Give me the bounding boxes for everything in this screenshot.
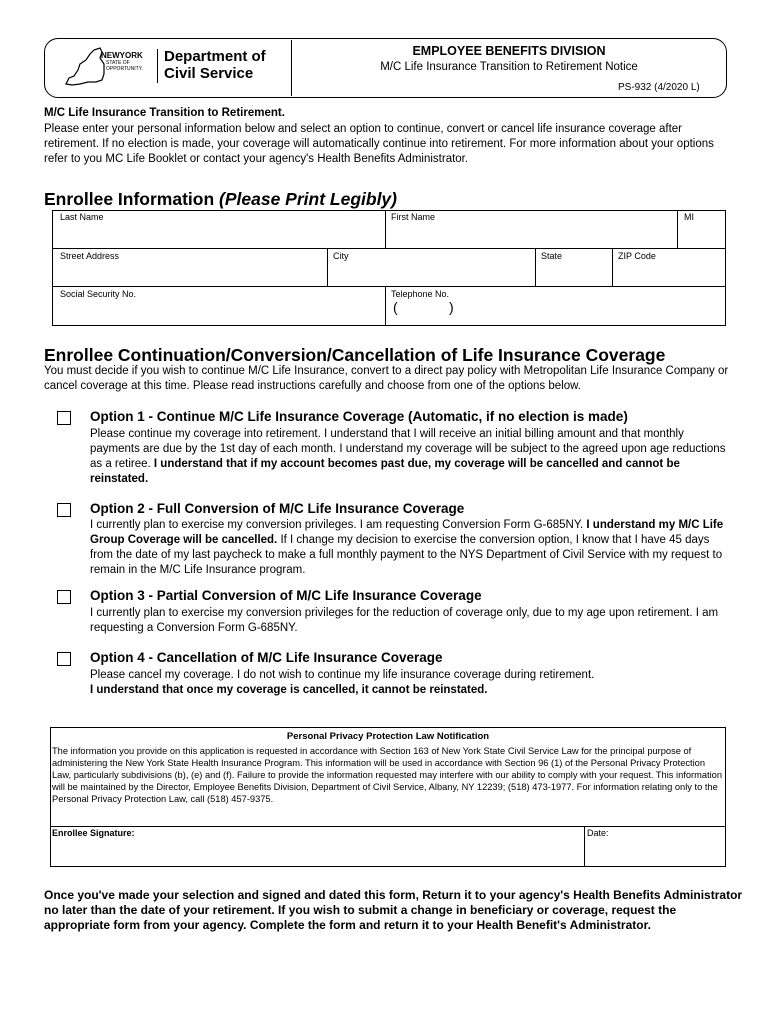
street-address-field[interactable]: Street Address — [60, 251, 120, 261]
telephone-field[interactable]: Telephone No. — [391, 289, 450, 299]
option-3-title: Option 3 - Partial Conversion of M/C Life Insurance Coverage — [90, 588, 482, 603]
table-col-divider — [385, 210, 386, 248]
closing-instructions: Once you've made your selection and signed and dated this form, Return it to your agency's Health Benefits Administrator no later than the date of your retirement. If you wish to submit a change in beneficiary or coverage, request the appropriate form from your agency. Complete the form and return it to your Health Benefit's Administrator. — [44, 888, 743, 932]
signature-col-divider — [584, 826, 585, 867]
zip-code-field[interactable]: ZIP Code — [618, 251, 656, 261]
option-1-title: Option 1 - Continue M/C Life Insurance Coverage (Automatic, if no election is made) — [90, 409, 628, 424]
division-title: EMPLOYEE BENEFITS DIVISION — [412, 44, 606, 58]
signature-row-divider — [50, 826, 726, 827]
privacy-text: The information you provide on this application is requested in accordance with Section 163 of New York State Civil Service Law for the principal purpose of administering the New York State Health Insurance Program. This information will be used in accordance with Section 96 (1) of the Personal Privacy Protection Law, particularly subdivisions (b), (e) and (f). Failure to provide the information requested may interfere with our ability to comply with your request. This information will be maintained by the Director, Employee Benefits Division, Department of Civil Service, Albany, NY 12239; (518) 473-1977. For information relating only to the Personal Privacy Protection Law, call (518) 457-9375. — [52, 746, 723, 804]
option-3-text: I currently plan to exercise my conversion privileges for the reduction of coverage only, due to my age upon retirement. I am requesting a Conversion Form G-685NY. — [90, 607, 719, 634]
last-name-field[interactable]: Last Name — [60, 212, 104, 222]
coverage-heading: Enrollee Continuation/Conversion/Cancellation of Life Insurance Coverage — [44, 345, 666, 365]
city-field[interactable]: City — [333, 251, 349, 261]
table-row-divider — [52, 286, 726, 287]
option-1-text: Please continue my coverage into retirement. I understand that I will receive an initial billing amount and that monthly payments are due by the 1st day of each month. I understand my coverage will be subject to the agreed upon age reductions as a retiree. I understand that if my account becomes past due, my coverage will be cancelled and cannot be reinstated. — [90, 428, 726, 485]
logo-separator — [157, 49, 158, 83]
enrollee-table — [52, 210, 726, 326]
table-col-divider — [612, 248, 613, 286]
table-col-divider — [535, 248, 536, 286]
option-4-title: Option 4 - Cancellation of M/C Life Insurance Coverage — [90, 650, 443, 665]
form-number: PS-932 (4/2020 L) — [618, 82, 700, 93]
table-col-divider — [385, 286, 386, 326]
table-row-divider — [52, 248, 726, 249]
coverage-intro: You must decide if you wish to continue M/C Life Insurance, convert to a direct pay policy with Metropolitan Life Insurance Company or cancel coverage at this time. Please read instructions carefully and choose from one of the options below. — [44, 365, 729, 392]
option-3-checkbox[interactable] — [57, 590, 71, 604]
notice-title: M/C Life Insurance Transition to Retirement Notice — [380, 61, 638, 73]
privacy-title: Personal Privacy Protection Law Notification — [286, 731, 490, 742]
option-2-text: I currently plan to exercise my conversion privileges. I am requesting Conversion Form G-685NY. I understand my M/C Life Group Coverage will be cancelled. If I change my decision to exercise the conversion option, I know that I have 45 days from the date of my last paycheck to make a full monthly payment to the NYS Department of Civil Service with my request to remain in the M/C Life Insurance program. — [90, 519, 724, 576]
table-col-divider — [677, 210, 678, 248]
option-2-checkbox[interactable] — [57, 503, 71, 517]
ssn-field[interactable]: Social Security No. — [60, 289, 137, 299]
option-4-warning: I understand that once my coverage is cancelled, it cannot be reinstated. — [90, 684, 488, 696]
option-2-title: Option 2 - Full Conversion of M/C Life Insurance Coverage — [90, 501, 465, 516]
enrollee-signature-field[interactable]: Enrollee Signature: — [52, 828, 135, 838]
table-col-divider — [327, 248, 328, 286]
enrollee-heading: Enrollee Information (Please Print Legibly) — [44, 189, 397, 209]
logo-tagline: STATE OF OPPORTUNITY. — [106, 60, 143, 72]
logo-state-name: NEWYORK — [101, 51, 143, 60]
logo-department-name: Department of Civil Service — [164, 48, 266, 82]
option-4-checkbox[interactable] — [57, 652, 71, 666]
date-field[interactable]: Date: — [587, 828, 609, 838]
intro-text: Please enter your personal information below and select an option to continue, convert or cancel life insurance coverage after retirement. If no election is made, your coverage will automatically continue into retirement. For more information about your options refer to you MC Life Booklet or contact your agency's Health Benefits Administrator. — [44, 123, 714, 165]
state-field[interactable]: State — [541, 251, 563, 261]
option-1-checkbox[interactable] — [57, 411, 71, 425]
middle-initial-field[interactable]: MI — [684, 212, 694, 222]
intro-title: M/C Life Insurance Transition to Retirement. — [44, 107, 285, 119]
phone-area-open: ( — [393, 299, 398, 315]
option-4-text: Please cancel my coverage. I do not wish to continue my life insurance coverage during retirement. — [90, 669, 595, 681]
phone-area-close: ) — [449, 299, 454, 315]
first-name-field[interactable]: First Name — [391, 212, 436, 222]
